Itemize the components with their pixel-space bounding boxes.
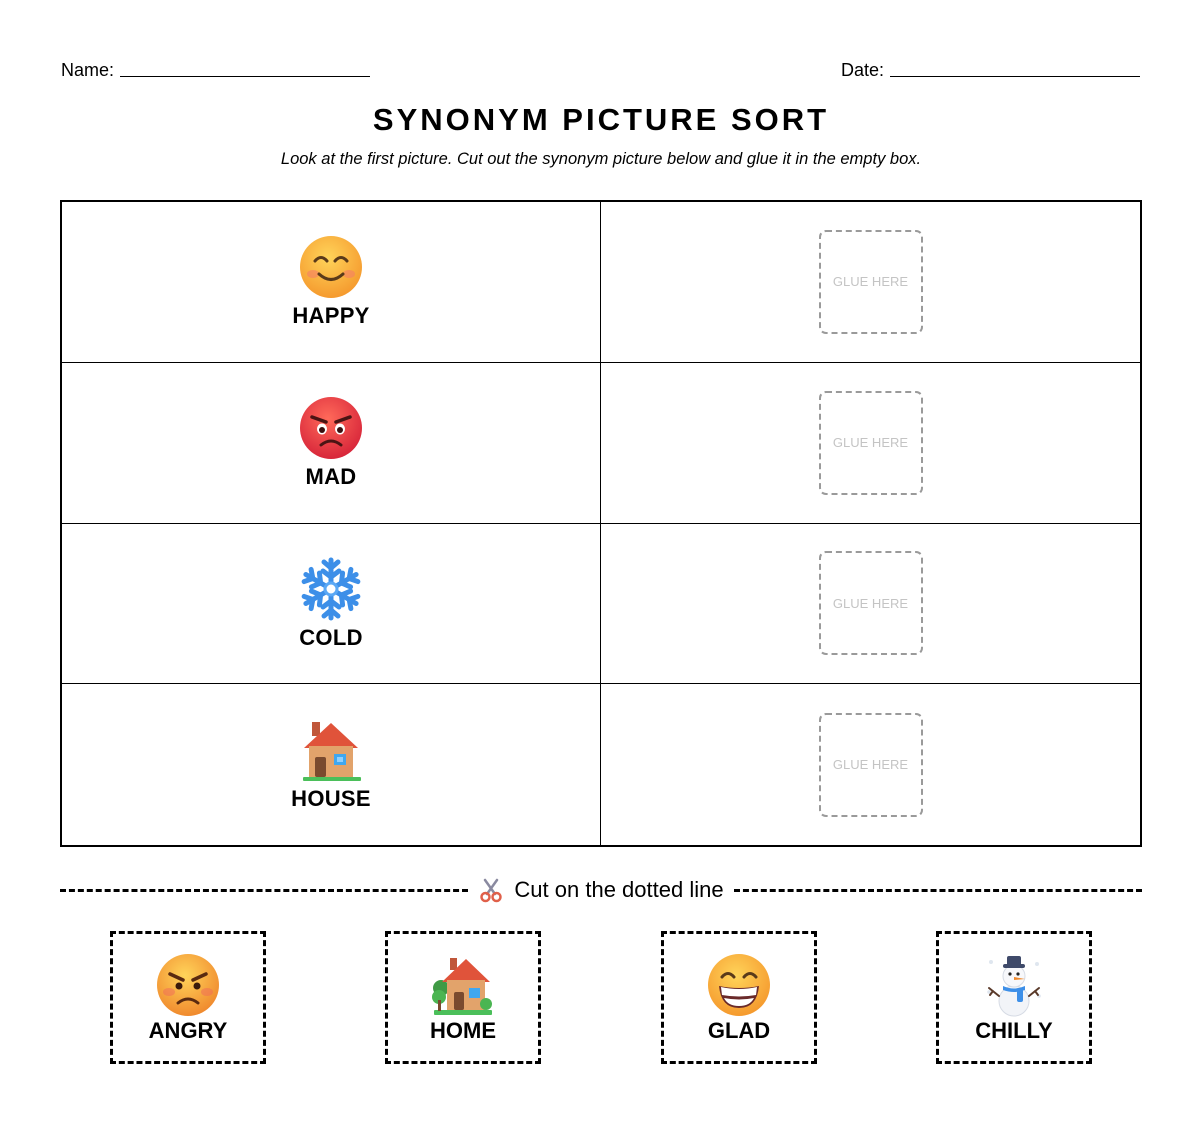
word-label: HAPPY — [292, 303, 370, 329]
word-cell — [62, 524, 601, 685]
cutout-card[interactable] — [385, 931, 541, 1064]
snowflake-icon — [298, 556, 364, 622]
glue-box[interactable]: GLUE HERE — [819, 551, 923, 655]
scissors-icon — [478, 877, 504, 903]
cut-text: Cut on the dotted line — [514, 877, 724, 902]
date-line[interactable] — [890, 63, 1140, 77]
card-label: ANGRY — [148, 1017, 228, 1043]
word-label: COLD — [299, 624, 363, 650]
word-cell — [62, 202, 601, 363]
cutout-card[interactable] — [936, 931, 1092, 1064]
cut-instruction — [468, 877, 733, 903]
card-label: GLAD — [707, 1017, 771, 1043]
word-label: HOUSE — [291, 786, 371, 812]
sort-table — [60, 200, 1142, 847]
dashed-divider — [734, 889, 1142, 892]
snowman-icon — [981, 952, 1047, 1018]
instructions: Look at the first picture. Cut out the synonym picture below and glue it in the empty box. — [280, 150, 922, 168]
glue-box[interactable]: GLUE HERE — [819, 713, 923, 817]
glue-cell — [601, 202, 1140, 363]
card-label: CHILLY — [975, 1017, 1053, 1043]
date-label: Date: — [841, 60, 885, 80]
page-title: SYNONYM PICTURE SORT — [372, 102, 830, 137]
name-line[interactable] — [120, 63, 370, 77]
glue-cell — [601, 363, 1140, 524]
date-field — [841, 60, 1140, 80]
name-field — [61, 60, 370, 80]
glue-cell — [601, 684, 1140, 845]
word-cell — [62, 363, 601, 524]
glue-box[interactable]: GLUE HERE — [819, 230, 923, 334]
house-icon — [298, 717, 364, 783]
glue-cell — [601, 524, 1140, 685]
smiling-face-icon — [298, 234, 364, 300]
word-cell — [62, 684, 601, 845]
grinning-face-icon — [706, 952, 772, 1018]
house-with-garden-icon — [430, 952, 496, 1018]
cutout-card[interactable] — [110, 931, 266, 1064]
word-label: MAD — [305, 464, 357, 490]
dashed-divider — [60, 889, 468, 892]
glue-box[interactable]: GLUE HERE — [819, 391, 923, 495]
angry-face-icon — [155, 952, 221, 1018]
name-label: Name: — [61, 60, 115, 80]
angry-red-face-icon — [298, 395, 364, 461]
cut-line — [60, 878, 1142, 902]
cutout-card[interactable] — [661, 931, 817, 1064]
card-label: HOME — [430, 1017, 496, 1043]
